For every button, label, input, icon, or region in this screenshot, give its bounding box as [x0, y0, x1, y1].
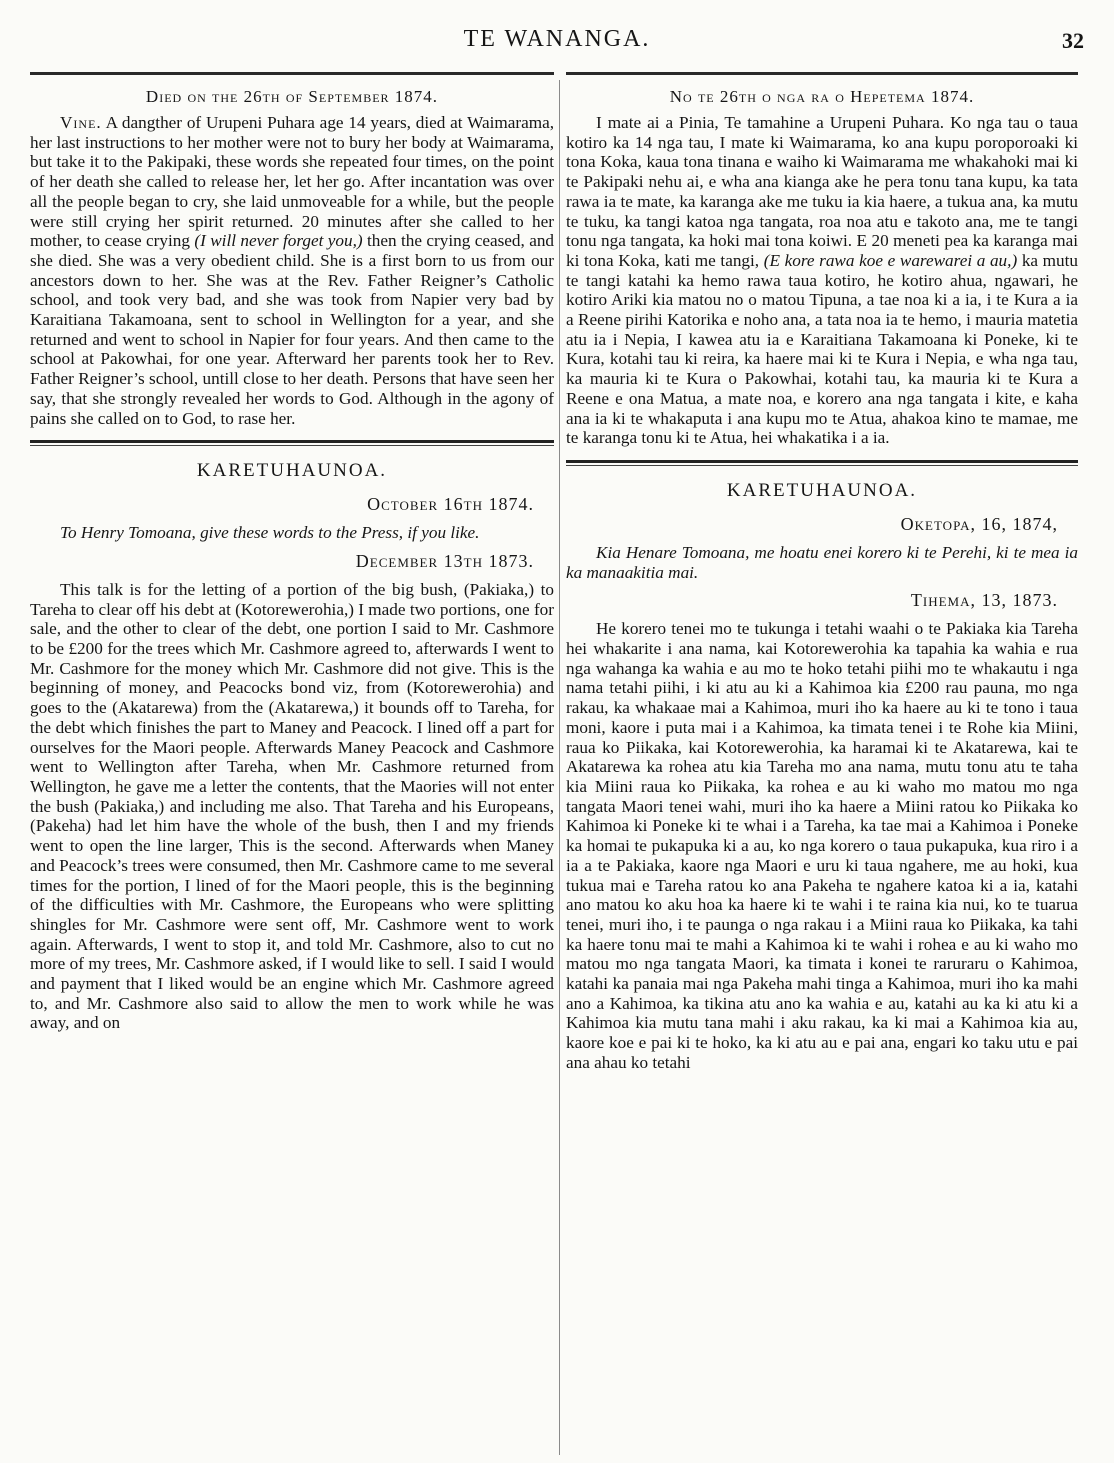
letter-title: KARETUHAUNOA. — [196, 460, 388, 482]
section-rule — [566, 460, 1078, 466]
newspaper-title: TE WANANGA. — [463, 26, 651, 52]
letter-body: This talk is for the letting of a portion of the big bush, (Pakiaka,) to Tareha to clear off his debt at (Kotorewerohia,) I made two portions, one for sale, and the other to clear of the debt, one portion I said to Mr. Cashmore to be £200 for the trees which Mr. Cashmore agreed to, afterwards I went to Mr. Cashmore for the money which Mr. Cashmore did not give. This is the beginning of money, and Peacocks bond viz, from (Kotorewerohia) and goes to the (Akatarewa) from the (Akatarewa,) it bounds off to Tareha, for the debt which finishes the part to Maney and Peacock. I lined off a part for ourselves for the Maori people. Afterwards Maney Peacock and Cashmore went to Wellington after Tareha, when Mr. Cashmore returned from Wellington, he gave me a letter the contents, that the Maories will not enter the bush (Pakiaka,) and including me also. That Tareha and his Europeans, (Pakeha) had let him have the whole of the bush, then I and my friends went to open the line larger, This is the second. Afterwards when Maney and Peacock’s trees were consumed, then Mr. Cashmore came to me several times for the portion, I lined of for the Maori people, this is the beginning of the difficulties with Mr. Cashmore, the Europeans who were splitting shingles for Mr. Cashmore were sent off, Mr. Cashmore went to work again. Afterwards, I went to stop it, and told Mr. Cashmore, also to cut no more of my trees, Mr. Cashmore asked, if I would like to sell. I said I would and payment that I liked would be an engine which Mr. Cashmore agreed to, and Mr. Cashmore also said to allow the men to work while he was away, and on — [30, 579, 554, 1033]
column-divider — [559, 80, 560, 1455]
letter-note: To Henry Tomoana, give these words to the Press, if you like. — [60, 523, 480, 543]
section-rule — [30, 440, 554, 446]
deceased-name: Vine. — [60, 113, 102, 132]
quoted-words: (I will never forget you,) — [194, 231, 363, 251]
death-notice-text: Vine. A dangther of Urupeni Puhara age 14 years, died at Waimarama, her last instructions to her mother were not to bury her body at Waimarama, but take it to the Pakipaki, these words she repeated four times, on the point of her death she called to release her, let her go. After incantation was over all the people began to cry, she laid unmoveable for a while, but the people were still crying her spirit returned. 20 minutes after she called to her mother, to cease crying (I will never forget you,) then the crying ceased, and she died. She was a very obedient child. She is a first born to us from our ancestors down to her. She was at the Rev. Father Reigner’s Catholic school, and took very bad, and she was took from Napier very bad by Karaitiana Takamoana, sent to school in Wellington for a year, and she returned and went to school in Napier for four years. And then came to the school at Pakowhai, for one year. Afterward her parents took her to Rev. Father Reigner’s school, untill close to her death. Persons that have seen her say, that she strongly revealed her words to God. Although in the agony of pains she called on to God, to rase her. — [30, 113, 555, 428]
top-rule — [30, 72, 554, 75]
top-rule — [566, 72, 1078, 75]
quoted-words: (E kore rawa koe e warewarei a au,) — [763, 250, 1018, 270]
letter-date-2: Tihema, 13, 1873. — [910, 590, 1058, 611]
letter-date-2: December 13th 1873. — [355, 550, 534, 571]
maori-column — [566, 72, 1078, 1073]
letter-note: Kia Henare Tomoana, me hoatu enei korero ki te Perehi, ki te mea ia ka manaakitia mai. — [566, 542, 1078, 582]
death-notice-heading: No te 26th o nga ra o Hepetema 1874. — [669, 87, 975, 106]
death-notice-text: I mate ai a Pinia, Te tamahine a Urupeni Puhara. Ko nga tau o taua kotiro ka 14 nga tau, I mate ki Waimarama, ko ana kupu poroporoaki ki tona Koka, kaua tona tinana e waiho ki Waimarama me whakahoki mai ki te Pakipaki nehu ai, e wha ana kianga ake he pera tonu tana kupu, ka tata rawa ia te mate, ka karanga ake me tuku ia kia haere, a tukua ana, ka mutu te tuku, ka tangi katoa nga tangata, roa noa atu e takoto ana, me te tangi tonu nga tangata, ka hoki mai tona koiwi. E 20 meneti pea ka karanga mai ki tona Koka, kati me tangi, (E kore rawa koe e warewarei a au,) ka mutu te tangi katahi ka hemo rawa taua kotiro, he kotiro ahua, ngawari, he kotiro Ariki kia matou no o matou Tipuna, a tae noa ki a ia, i te Kura a ia a Reene pirihi Katorika e noho ana, a tata noa ia te hemo, i mauria matetia atu ia i Nepia, I kawea atu ia e Karaitiana Takamoana ki Poneke, ki te Kura, kotahi tau ki reira, ka haere mai ki te Kura i Nepia, e wha nga tau, ka mauria ki te Kura o Pakowhai, kotahi tau, ka mauria ki te Kura a Reene e ona Matua, a mate noa, e korero ana nga tangata i kite, e kaha ana ia ki te whakaputa i ana kupu mo te Atua, ahakoa kino te mamae, me te karanga tonu ki te Atua, hei whakatika i a ia. — [566, 113, 1079, 448]
letter-body: He korero tenei mo te tukunga i tetahi waahi o te Pakiaka kia Tareha hei whakarite i ana nama, kai Kotorewerohia ka tapahia ka wahia e rua nga wahanga ka wahia e au mo te hoko tetahi piihi mo te whakautu i nga nama tetahi piihi, i ki atu au ki a Kahimoa kia £200 rau pauna, mo nga rakau, ka whakaae mai a Kahimoa, muri iho ka haere au ki te tono i taua moni, kaore i puta mai i a Kahimoa, ka timata tenei i te Rohe kia Miini, raua ko Piikaka, kai Kotorewerohia, ka haramai ki te Akatarewa, kai te Akatarewa ka rohea atu kia Tareha mo ana nama, mutu tonu atu te taha kia Miini raua ko Piikaka, ka rohea e au ki waho mo matou mo nga tangata Maori tenei wahi, muri iho ka haere a Miini ratou ko Piikaka ko Kahimoa ki Poneke ki te whai i a Tareha, ka tae mai a Kahimoa i Poneke ka homai te pukapuka ki a au, ko nga korero o taua pukapuka, kua riro i a ia a te Pakiaka, kaore nga Maori e uru ki taua ngahere, me au hoki, kua tukua mai e Tareha ratou ko ana Pakeha te ngahere katoa ki a ia, katahi ano matou ko aku hoa ka haere ki te wahi i te raina kia nui, ko te tuarua tenei, muri iho, i te paunga o nga rakau i a Miini raua ko Piikaka, ka tahi ka haere tonu mai te mahi a Kahimoa ki te wahi i rohea e au ki waho mo matou mo nga tangata Maori, ka timata i konei te raruraru o Kahimoa, katahi ka panaia mai nga Pakeha mahi tinga a Kahimoa, muri iho ka mahi ano a Kahimoa, ka tikina atu ano ka wahia e au, katahi au ka ki atu ki a Kahimoa kia mutu tana mahi i aku rakau, ka ki mai a Kahimoa kia au, kaore koe e pai ki te hoko, ka ki atu au e pai ana, engari ko taku utu e pai ana ahau ko tetahi — [566, 619, 1078, 1072]
letter-date: Oketopa, 16, 1874, — [900, 513, 1058, 534]
masthead — [0, 26, 1114, 60]
letter-title: KARETUHAUNOA. — [726, 479, 918, 501]
english-column — [30, 72, 554, 1033]
letter-date: October 16th 1874. — [367, 494, 534, 515]
page-number: 32 — [1062, 28, 1084, 53]
death-notice-heading: Died on the 26th of September 1874. — [145, 87, 439, 106]
